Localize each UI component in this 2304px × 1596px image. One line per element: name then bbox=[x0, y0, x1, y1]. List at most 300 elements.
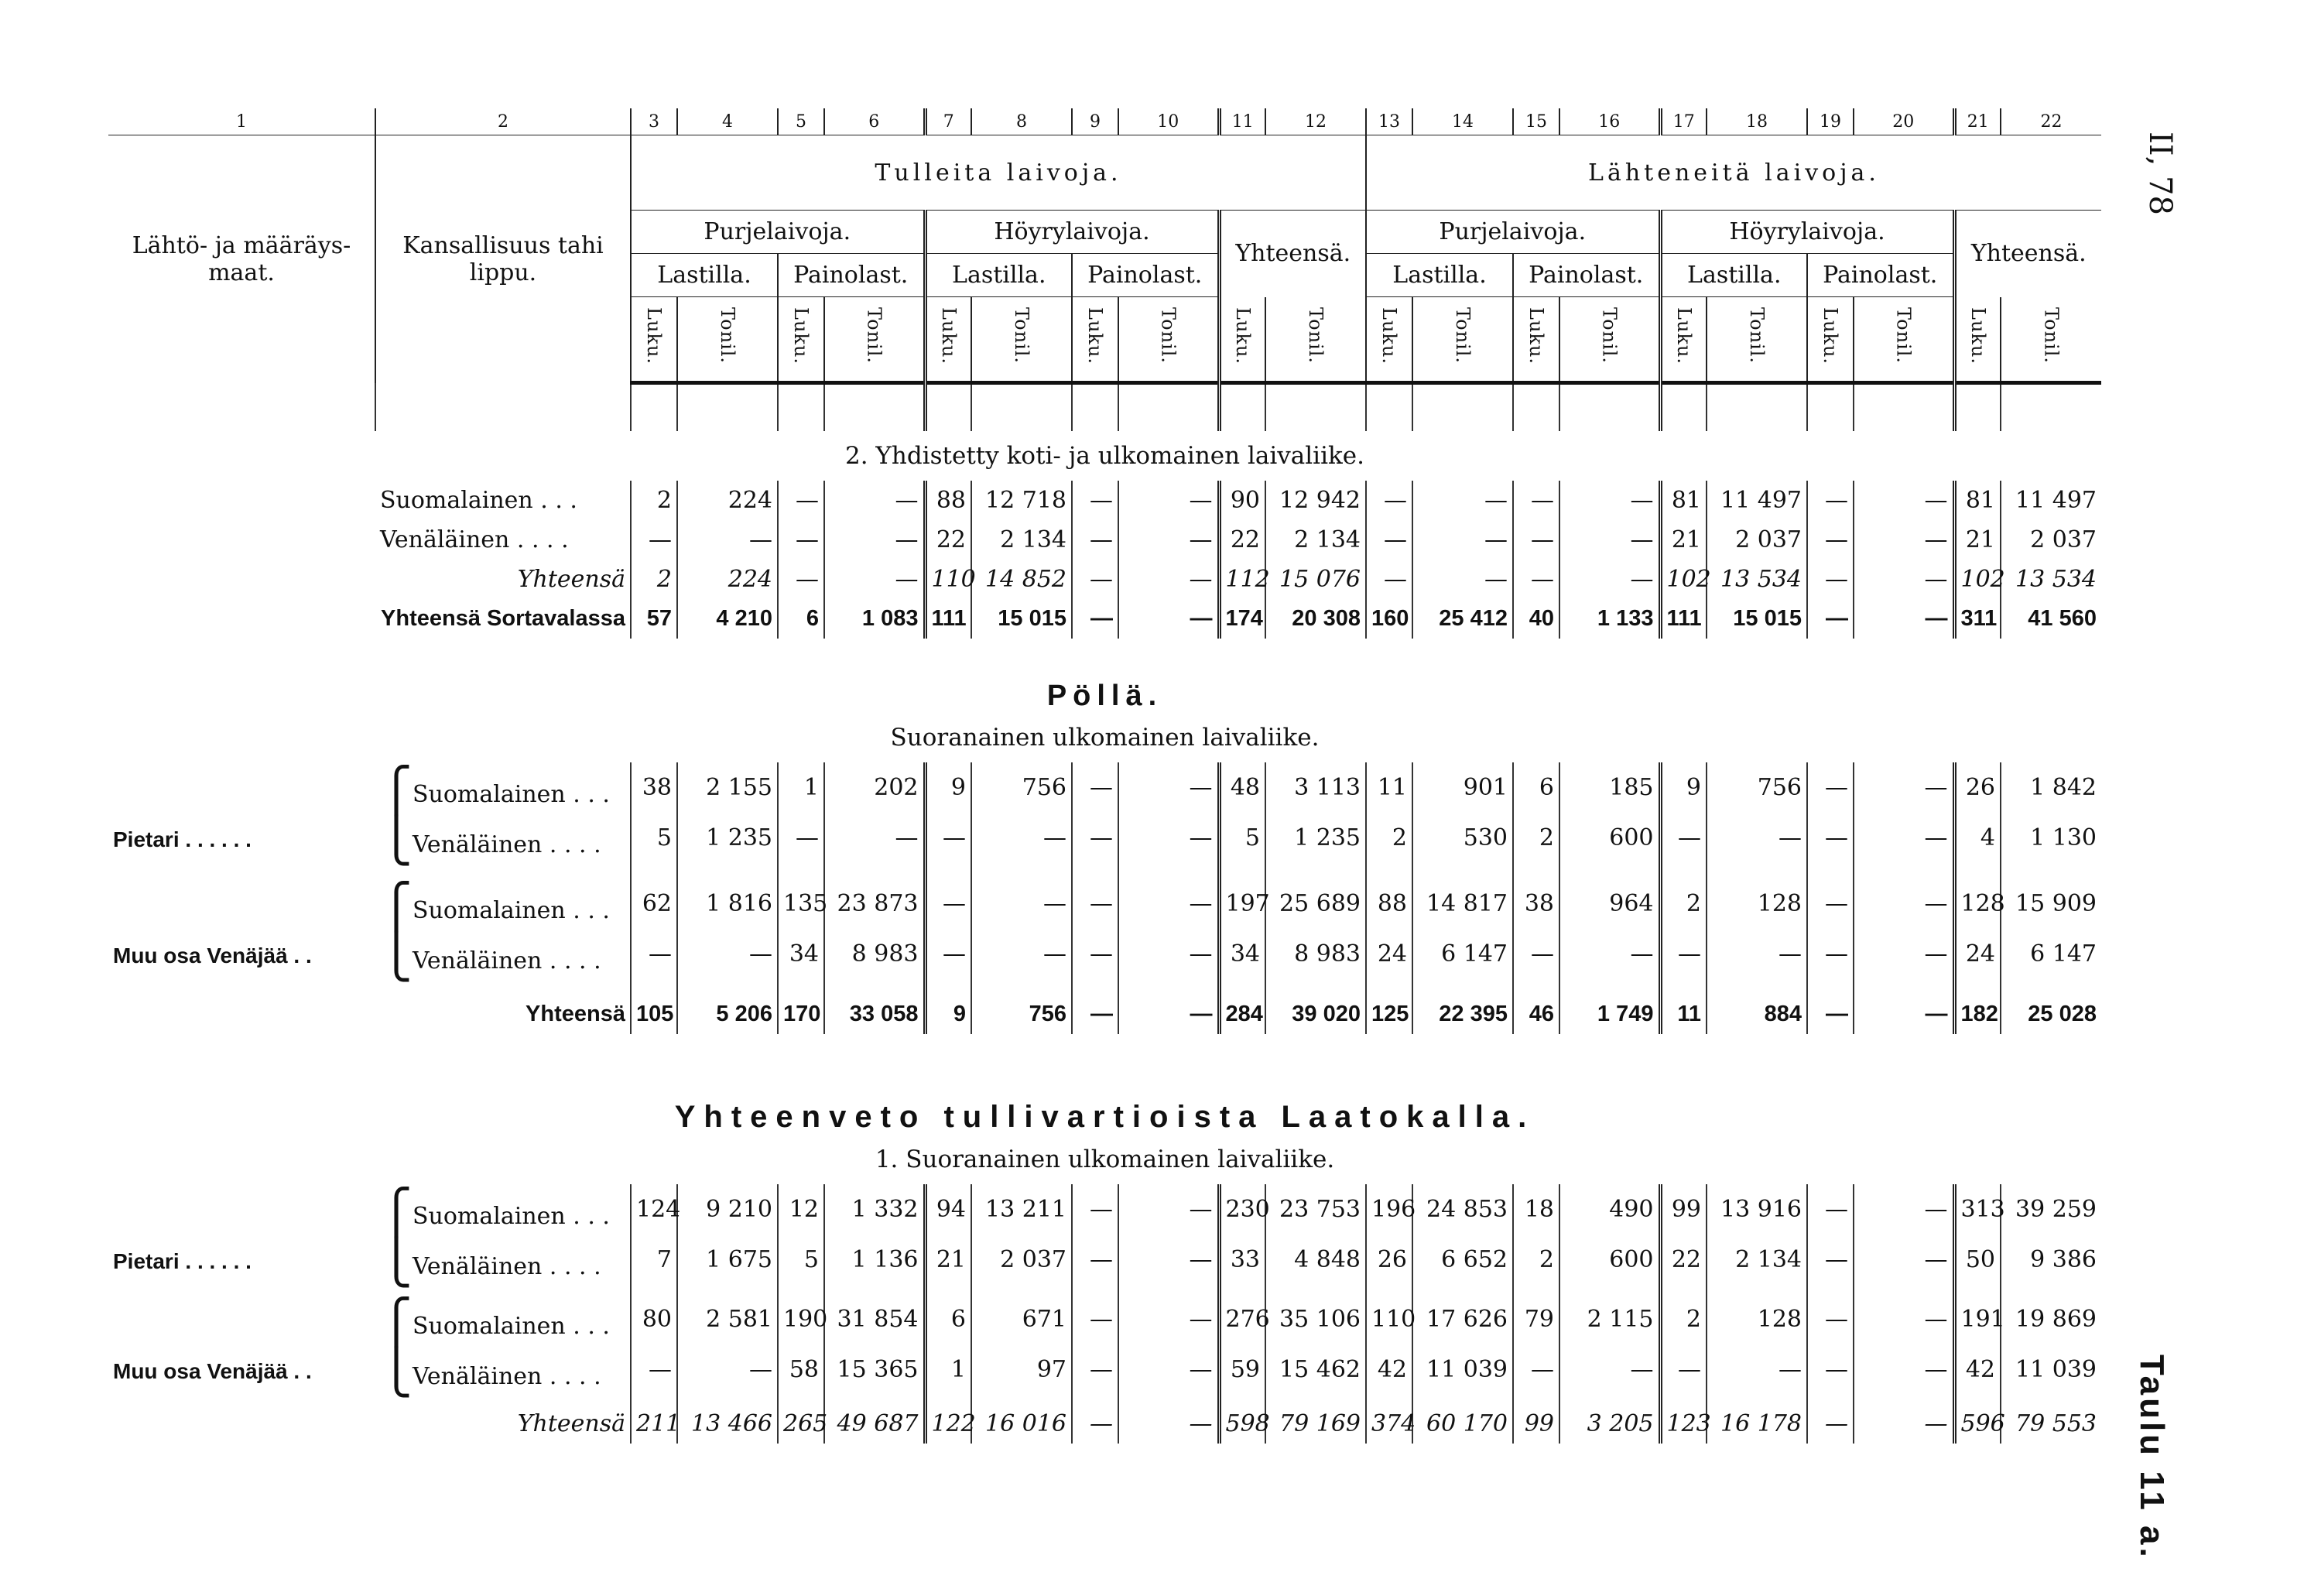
count-cell: — bbox=[1513, 1344, 1559, 1395]
count-cell: 190 bbox=[778, 1294, 824, 1344]
count-cell: — bbox=[1072, 1344, 1118, 1395]
spacer-cell bbox=[1513, 1285, 1559, 1294]
spacer-cell bbox=[1072, 863, 1118, 878]
count-cell: 105 bbox=[631, 995, 677, 1034]
tons-cell: — bbox=[1854, 1404, 1954, 1444]
tons-cell: 11 039 bbox=[2001, 1344, 2101, 1395]
count-cell: 102 bbox=[1954, 560, 2001, 599]
column-number: 22 bbox=[2001, 108, 2101, 135]
count-unit-header bbox=[1366, 297, 1412, 383]
table-row bbox=[108, 813, 2101, 863]
spacer-row bbox=[108, 383, 2101, 432]
tons-cell: — bbox=[971, 929, 1072, 979]
tons-label: Tonil. bbox=[1452, 307, 1474, 365]
tons-cell: 3 113 bbox=[1265, 762, 1366, 813]
spacer-cell bbox=[1807, 383, 1854, 432]
spacer-cell bbox=[108, 1285, 375, 1294]
count-cell: 81 bbox=[1660, 481, 1707, 520]
column-number: 5 bbox=[778, 108, 824, 135]
tons-cell: — bbox=[1118, 813, 1219, 863]
statistics-table bbox=[108, 108, 2101, 1444]
count-cell: 230 bbox=[1219, 1184, 1265, 1235]
spacer-cell bbox=[2001, 383, 2101, 432]
tons-cell: — bbox=[1854, 1184, 1954, 1235]
spacer-cell bbox=[375, 1395, 631, 1404]
nationality-cell: Yhteensä bbox=[517, 566, 625, 593]
count-cell: 102 bbox=[1660, 560, 1707, 599]
spacer-cell bbox=[1219, 979, 1265, 995]
tons-cell: 5 206 bbox=[677, 995, 778, 1034]
count-cell: 90 bbox=[1219, 481, 1265, 520]
count-label: Luku. bbox=[1084, 307, 1106, 365]
tons-cell: — bbox=[1118, 481, 1219, 520]
tons-unit-header bbox=[1854, 297, 1954, 383]
table-row bbox=[108, 1294, 2101, 1344]
count-unit-header bbox=[925, 297, 971, 383]
summary-direct-traffic-heading: 1. Suoranainen ulkomainen laivaliike. bbox=[875, 1146, 1335, 1173]
tons-cell: 16 178 bbox=[1707, 1404, 1807, 1444]
spacer-cell bbox=[1513, 383, 1559, 432]
departed-sail-header: Purjelaivoja. bbox=[1366, 211, 1660, 254]
tons-cell: 41 560 bbox=[2001, 599, 2101, 639]
statistics-table-wrapper bbox=[108, 108, 2101, 1444]
column-number: 13 bbox=[1366, 108, 1412, 135]
count-cell: 50 bbox=[1954, 1235, 2001, 1285]
count-cell: — bbox=[1807, 1235, 1854, 1285]
spacer-cell bbox=[1954, 1395, 2001, 1404]
spacer-cell bbox=[631, 383, 677, 432]
count-cell: 6 bbox=[925, 1294, 971, 1344]
tons-cell: 756 bbox=[971, 762, 1072, 813]
spacer-cell bbox=[1559, 863, 1660, 878]
nationality-cell: Yhteensä bbox=[517, 1410, 625, 1437]
count-cell: — bbox=[1072, 929, 1118, 979]
count-cell: — bbox=[1072, 1184, 1118, 1235]
spacer-cell bbox=[778, 1285, 824, 1294]
spacer-cell bbox=[925, 979, 971, 995]
count-cell: — bbox=[1513, 560, 1559, 599]
tons-cell: — bbox=[1118, 762, 1219, 813]
tons-cell: — bbox=[1854, 520, 1954, 560]
count-cell: 9 bbox=[1660, 762, 1707, 813]
nationality-label: Venäläinen . . . . bbox=[380, 526, 569, 553]
tons-cell: — bbox=[1854, 878, 1954, 929]
spacer-cell bbox=[1513, 1395, 1559, 1404]
count-label: Luku. bbox=[1672, 307, 1695, 365]
spacer-cell bbox=[1707, 979, 1807, 995]
spacer-cell bbox=[375, 1285, 631, 1294]
tons-cell: 4 210 bbox=[677, 599, 778, 639]
tons-cell: — bbox=[1854, 599, 1954, 639]
count-cell: — bbox=[925, 878, 971, 929]
spacer-cell bbox=[925, 863, 971, 878]
spacer-cell bbox=[1118, 863, 1219, 878]
count-cell: — bbox=[1660, 1344, 1707, 1395]
count-cell: 122 bbox=[925, 1404, 971, 1444]
count-cell: 111 bbox=[925, 599, 971, 639]
count-unit-header bbox=[1660, 297, 1707, 383]
tons-cell: 13 534 bbox=[2001, 560, 2101, 599]
tons-cell: — bbox=[971, 878, 1072, 929]
count-unit-header bbox=[631, 297, 677, 383]
column-number: 6 bbox=[824, 108, 925, 135]
nationality-label: Suomalainen . . . bbox=[413, 781, 610, 808]
count-cell: 1 bbox=[925, 1344, 971, 1395]
tons-cell: 600 bbox=[1559, 813, 1660, 863]
count-cell: 88 bbox=[925, 481, 971, 520]
tons-cell: — bbox=[1854, 1235, 1954, 1285]
nationality-cell bbox=[375, 813, 631, 866]
country-cell bbox=[108, 520, 375, 560]
spacer-cell bbox=[778, 863, 824, 878]
spacer-cell bbox=[2001, 1395, 2101, 1404]
count-cell: — bbox=[1807, 1184, 1854, 1235]
tons-cell: 600 bbox=[1559, 1235, 1660, 1285]
table-row bbox=[108, 1344, 2101, 1395]
tons-cell: 224 bbox=[677, 481, 778, 520]
spacer-cell bbox=[1954, 979, 2001, 995]
tons-cell: — bbox=[1854, 762, 1954, 813]
spacer-cell bbox=[1219, 383, 1265, 432]
count-cell: — bbox=[1660, 929, 1707, 979]
spacer-cell bbox=[1660, 863, 1707, 878]
nationality-cell: Yhteensä bbox=[526, 1002, 625, 1026]
spacer-cell bbox=[108, 863, 375, 878]
tons-cell: 33 058 bbox=[824, 995, 925, 1034]
spacer-cell bbox=[1412, 863, 1513, 878]
tons-cell: — bbox=[1854, 1294, 1954, 1344]
count-cell: 48 bbox=[1219, 762, 1265, 813]
column-number: 9 bbox=[1072, 108, 1118, 135]
arrived-sail-header: Purjelaivoja. bbox=[631, 211, 925, 254]
departed-ships-header: Lähteneitä laivoja. bbox=[1366, 135, 2101, 211]
count-label: Luku. bbox=[790, 307, 812, 365]
country-cell bbox=[108, 1404, 375, 1444]
tons-cell: 15 015 bbox=[971, 599, 1072, 639]
count-cell: 128 bbox=[1954, 878, 2001, 929]
count-cell: 182 bbox=[1954, 995, 2001, 1034]
column-number: 15 bbox=[1513, 108, 1559, 135]
tons-cell: 1 675 bbox=[677, 1235, 778, 1285]
column-number: 16 bbox=[1559, 108, 1660, 135]
table-row bbox=[108, 929, 2101, 979]
count-cell: 135 bbox=[778, 878, 824, 929]
tons-cell: — bbox=[1118, 1184, 1219, 1235]
count-cell: 197 bbox=[1219, 878, 1265, 929]
tons-cell: — bbox=[824, 481, 925, 520]
tons-cell: 2 134 bbox=[1265, 520, 1366, 560]
spacer-cell bbox=[1366, 1395, 1412, 1404]
spacer-cell bbox=[824, 383, 925, 432]
count-cell: — bbox=[1072, 1294, 1118, 1344]
tons-cell: 35 106 bbox=[1265, 1294, 1366, 1344]
table-row bbox=[108, 560, 2101, 599]
table-row bbox=[108, 995, 2101, 1034]
count-cell: 2 bbox=[1513, 1235, 1559, 1285]
count-cell: 59 bbox=[1219, 1344, 1265, 1395]
count-cell: 6 bbox=[1513, 762, 1559, 813]
spacer-cell bbox=[1265, 979, 1366, 995]
spacer-cell bbox=[1513, 863, 1559, 878]
tons-cell: 2 581 bbox=[677, 1294, 778, 1344]
nationality-cell bbox=[375, 929, 631, 982]
brace-bottom: ⎩ bbox=[380, 816, 413, 866]
spacer-cell bbox=[971, 979, 1072, 995]
spacer-cell bbox=[1559, 979, 1660, 995]
count-cell: 99 bbox=[1660, 1184, 1707, 1235]
section-heading-row bbox=[108, 431, 2101, 481]
count-cell: 123 bbox=[1660, 1404, 1707, 1444]
count-cell: 99 bbox=[1513, 1404, 1559, 1444]
count-cell: — bbox=[1366, 520, 1412, 560]
tons-cell: — bbox=[1854, 995, 1954, 1034]
tons-cell: — bbox=[1118, 1344, 1219, 1395]
count-cell: — bbox=[1072, 1235, 1118, 1285]
spacer-cell bbox=[1807, 979, 1854, 995]
count-cell: 5 bbox=[778, 1235, 824, 1285]
arrived-ships-header: Tulleita laivoja. bbox=[631, 135, 1366, 211]
tons-cell: 490 bbox=[1559, 1184, 1660, 1235]
country-cell: Pietari . . . . . . bbox=[113, 1249, 252, 1273]
tons-cell: — bbox=[677, 520, 778, 560]
brace-top: ⎧ bbox=[380, 882, 413, 932]
count-cell: — bbox=[1366, 481, 1412, 520]
arrived-sail-ballast-header: Painolast. bbox=[778, 254, 925, 297]
country-cell bbox=[108, 995, 375, 1034]
count-cell: 81 bbox=[1954, 481, 2001, 520]
count-cell: — bbox=[778, 560, 824, 599]
spacer-cell bbox=[2001, 863, 2101, 878]
count-cell: — bbox=[1807, 481, 1854, 520]
tons-cell: — bbox=[1707, 929, 1807, 979]
count-cell: — bbox=[1072, 599, 1118, 639]
spacer-cell bbox=[1854, 863, 1954, 878]
spacer-cell bbox=[1513, 979, 1559, 995]
spacer-cell bbox=[1954, 863, 2001, 878]
tons-cell: 1 133 bbox=[1559, 599, 1660, 639]
tons-label: Tonil. bbox=[1305, 307, 1327, 365]
tons-cell: 9 386 bbox=[2001, 1235, 2101, 1285]
spacer-cell bbox=[631, 863, 677, 878]
tons-cell: — bbox=[677, 929, 778, 979]
combined-traffic-heading: 2. Yhdistetty koti- ja ulkomainen laivaliike. bbox=[845, 442, 1364, 470]
tons-cell: — bbox=[1118, 929, 1219, 979]
tons-unit-header bbox=[1118, 297, 1219, 383]
nationality-label: Venäläinen . . . . bbox=[413, 831, 601, 858]
nationality-cell bbox=[375, 1184, 631, 1238]
section-heading-row bbox=[108, 713, 2101, 762]
tons-cell: 20 308 bbox=[1265, 599, 1366, 639]
tons-label: Tonil. bbox=[1157, 307, 1179, 365]
count-cell: — bbox=[778, 481, 824, 520]
polla-rows bbox=[108, 762, 2101, 1034]
direct-foreign-traffic-heading: Suoranainen ulkomainen laivaliike. bbox=[890, 724, 1320, 752]
count-cell: 26 bbox=[1366, 1235, 1412, 1285]
spacer-cell bbox=[1072, 1395, 1118, 1404]
tons-cell: — bbox=[1118, 1404, 1219, 1444]
spacer-cell bbox=[925, 1395, 971, 1404]
nationality-cell bbox=[375, 520, 631, 560]
spacer-cell bbox=[824, 863, 925, 878]
tons-cell: 530 bbox=[1412, 813, 1513, 863]
tons-unit-header bbox=[1707, 297, 1807, 383]
count-cell: 9 bbox=[925, 995, 971, 1034]
tons-cell: — bbox=[824, 560, 925, 599]
tons-cell: 2 037 bbox=[2001, 520, 2101, 560]
count-cell: — bbox=[1807, 929, 1854, 979]
arrived-steam-header: Höyrylaivoja. bbox=[925, 211, 1219, 254]
nationality-cell bbox=[375, 878, 631, 932]
nationality-label: Venäläinen . . . . bbox=[413, 947, 601, 974]
spacer-cell bbox=[375, 979, 631, 995]
nationality-label: Suomalainen . . . bbox=[413, 897, 610, 924]
tons-cell: 202 bbox=[824, 762, 925, 813]
column-numbers-row bbox=[108, 108, 2101, 135]
tons-cell: 16 016 bbox=[971, 1404, 1072, 1444]
count-cell: 374 bbox=[1366, 1404, 1412, 1444]
tons-cell: 17 626 bbox=[1412, 1294, 1513, 1344]
tons-cell: 15 462 bbox=[1265, 1344, 1366, 1395]
count-cell: — bbox=[1807, 599, 1854, 639]
tons-cell: 22 395 bbox=[1412, 995, 1513, 1034]
count-cell: — bbox=[1072, 878, 1118, 929]
count-cell: 22 bbox=[925, 520, 971, 560]
tons-cell: — bbox=[1854, 813, 1954, 863]
tons-cell: 1 083 bbox=[824, 599, 925, 639]
count-cell: 34 bbox=[1219, 929, 1265, 979]
count-cell: 88 bbox=[1366, 878, 1412, 929]
count-cell: 42 bbox=[1366, 1344, 1412, 1395]
spacer-cell bbox=[1072, 979, 1118, 995]
count-cell: 211 bbox=[631, 1404, 677, 1444]
spacer-cell bbox=[631, 1395, 677, 1404]
spacer-cell bbox=[1366, 1285, 1412, 1294]
tons-unit-header bbox=[1559, 297, 1660, 383]
count-cell: 2 bbox=[631, 481, 677, 520]
tons-cell: — bbox=[1559, 929, 1660, 979]
count-cell: — bbox=[1807, 520, 1854, 560]
column-number: 17 bbox=[1660, 108, 1707, 135]
tons-cell: 6 147 bbox=[2001, 929, 2101, 979]
place-title: Pöllä. bbox=[1046, 680, 1163, 712]
tons-cell: — bbox=[1854, 929, 1954, 979]
count-cell: 22 bbox=[1219, 520, 1265, 560]
tons-cell: 25 412 bbox=[1412, 599, 1513, 639]
tons-cell: 12 942 bbox=[1265, 481, 1366, 520]
spacer-cell bbox=[677, 1285, 778, 1294]
departed-sail-laden-header: Lastilla. bbox=[1366, 254, 1513, 297]
count-cell: 596 bbox=[1954, 1404, 2001, 1444]
count-cell: — bbox=[1807, 1344, 1854, 1395]
column-number: 10 bbox=[1118, 108, 1219, 135]
tons-cell: 15 076 bbox=[1265, 560, 1366, 599]
tons-cell: 2 155 bbox=[677, 762, 778, 813]
count-cell: — bbox=[1072, 481, 1118, 520]
count-cell: — bbox=[925, 813, 971, 863]
count-cell: — bbox=[1072, 762, 1118, 813]
count-cell: — bbox=[1807, 995, 1854, 1034]
count-unit-header bbox=[1072, 297, 1118, 383]
country-cell bbox=[108, 560, 375, 599]
count-cell: 110 bbox=[925, 560, 971, 599]
column-number: 3 bbox=[631, 108, 677, 135]
count-cell: 40 bbox=[1513, 599, 1559, 639]
tons-cell: 2 115 bbox=[1559, 1294, 1660, 1344]
count-cell: 196 bbox=[1366, 1184, 1412, 1235]
departed-steam-laden-header: Lastilla. bbox=[1660, 254, 1807, 297]
count-cell: 9 bbox=[925, 762, 971, 813]
count-cell: 174 bbox=[1219, 599, 1265, 639]
tons-cell: 23 873 bbox=[824, 878, 925, 929]
tons-unit-header bbox=[2001, 297, 2101, 383]
count-unit-header bbox=[1219, 297, 1265, 383]
tons-cell: 1 842 bbox=[2001, 762, 2101, 813]
tons-cell: — bbox=[1118, 995, 1219, 1034]
spacer-cell bbox=[925, 1285, 971, 1294]
spacer-cell bbox=[1660, 1395, 1707, 1404]
count-unit-header bbox=[1513, 297, 1559, 383]
count-cell: — bbox=[1807, 813, 1854, 863]
count-cell: 94 bbox=[925, 1184, 971, 1235]
tons-label: Tonil. bbox=[1746, 307, 1768, 365]
spacer-cell bbox=[1118, 979, 1219, 995]
table-row bbox=[108, 599, 2101, 639]
column-number: 1 bbox=[108, 108, 375, 135]
count-cell: 34 bbox=[778, 929, 824, 979]
spacer-cell bbox=[971, 1395, 1072, 1404]
tons-cell: — bbox=[1559, 1344, 1660, 1395]
count-label: Luku. bbox=[643, 307, 665, 365]
count-cell: 57 bbox=[631, 599, 677, 639]
country-cell: Muu osa Venäjää . . bbox=[113, 1359, 312, 1383]
tons-cell: — bbox=[1412, 520, 1513, 560]
tons-cell: 964 bbox=[1559, 878, 1660, 929]
column-number: 21 bbox=[1954, 108, 2001, 135]
tons-cell: 39 259 bbox=[2001, 1184, 2101, 1235]
summary-title: Yhteenveto tullivartioista Laatokalla. bbox=[674, 1100, 1535, 1134]
nationality-label: Suomalainen . . . bbox=[380, 487, 577, 514]
table-reference: Taulu 11 a. bbox=[2133, 1355, 2171, 1560]
tons-cell: 11 497 bbox=[2001, 481, 2101, 520]
spacer-cell bbox=[824, 1285, 925, 1294]
arrived-steam-ballast-header: Painolast. bbox=[1072, 254, 1219, 297]
tons-cell: — bbox=[1854, 481, 1954, 520]
table-row bbox=[108, 520, 2101, 560]
tons-cell: 4 848 bbox=[1265, 1235, 1366, 1285]
count-cell: 111 bbox=[1660, 599, 1707, 639]
spacer-cell bbox=[1118, 1285, 1219, 1294]
tons-cell: 6 147 bbox=[1412, 929, 1513, 979]
tons-cell: 23 753 bbox=[1265, 1184, 1366, 1235]
tons-label: Tonil. bbox=[1598, 307, 1621, 365]
tons-cell: — bbox=[971, 813, 1072, 863]
nationality-cell bbox=[375, 762, 631, 816]
tons-cell: 19 869 bbox=[2001, 1294, 2101, 1344]
column-number: 20 bbox=[1854, 108, 1954, 135]
spacer-cell bbox=[1707, 863, 1807, 878]
spacer-cell bbox=[1219, 1395, 1265, 1404]
count-cell: 191 bbox=[1954, 1294, 2001, 1344]
spacer-cell bbox=[677, 979, 778, 995]
place-title-row bbox=[108, 639, 2101, 713]
column-number: 8 bbox=[971, 108, 1072, 135]
spacer-cell bbox=[1118, 1395, 1219, 1404]
nationality-label: Suomalainen . . . bbox=[413, 1203, 610, 1230]
count-cell: 125 bbox=[1366, 995, 1412, 1034]
tons-cell: 24 853 bbox=[1412, 1184, 1513, 1235]
origin-destination-header: Lähtö- ja määräys-maat. bbox=[132, 231, 351, 286]
spacer-cell bbox=[824, 979, 925, 995]
